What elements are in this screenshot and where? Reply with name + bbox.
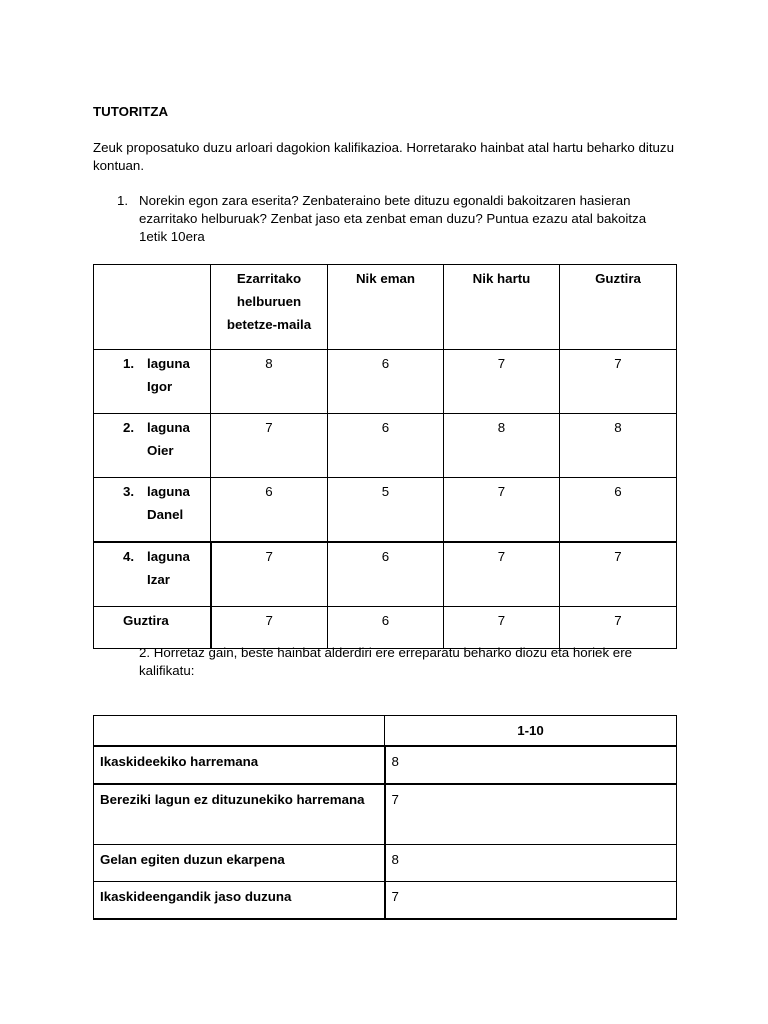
table-cell: 7 <box>444 542 560 607</box>
aspect-value: 8 <box>385 845 677 882</box>
intro-paragraph: Zeuk proposatuko duzu arloari dagokion kalifikazioa. Horretarako hainbat atal hartu beharko dituzu kontuan. <box>93 140 674 173</box>
aspect-value: 7 <box>385 784 677 845</box>
table-cell: 8 <box>444 414 560 478</box>
header-goals-line: Ezarritako <box>236 271 302 286</box>
table-row <box>94 882 677 920</box>
table-cell: 6 <box>328 542 444 607</box>
table-cell: 7 <box>211 414 328 478</box>
question-1 <box>117 192 673 246</box>
partner-name: Oier <box>147 443 174 458</box>
table-cell: 6 <box>328 414 444 478</box>
aspects-table-header <box>94 716 677 747</box>
table-cell: 7 <box>444 478 560 543</box>
header-empty-cell <box>94 716 385 747</box>
header-total: Guztira <box>560 265 677 350</box>
table-cell: 7 <box>211 542 328 607</box>
table-cell: 5 <box>328 478 444 543</box>
aspect-label: Bereziki lagun ez dituzunekiko harremana <box>94 784 385 845</box>
header-empty-cell <box>94 265 211 350</box>
table-row <box>94 350 677 414</box>
header-given: Nik eman <box>328 265 444 350</box>
partner-name: Danel <box>147 507 184 522</box>
aspect-value: 7 <box>385 882 677 920</box>
table-cell: 6 <box>328 350 444 414</box>
table-cell: 7 <box>560 542 677 607</box>
table-row <box>94 478 677 543</box>
table-cell: 7 <box>444 350 560 414</box>
table-cell: 8 <box>560 414 677 478</box>
table-row <box>94 746 677 784</box>
header-scale: 1-10 <box>385 716 677 747</box>
table-cell: 7 <box>560 607 677 649</box>
question-1-text: Norekin egon zara eserita? Zenbateraino bete dituzu egonaldi bakoitzaren hasieran ezarritako helburuak? Zenbat jaso eta zenbat eman duzu? Puntua ezazu atal bakoitza 1etik 10era <box>139 193 647 244</box>
row-label: 2. laguna Oier <box>94 414 211 478</box>
table-cell: 6 <box>211 478 328 543</box>
row-label: 3. laguna Danel <box>94 478 211 543</box>
header-goals <box>211 265 328 350</box>
aspects-table <box>93 715 677 920</box>
table-cell: 8 <box>211 350 328 414</box>
header-received: Nik hartu <box>444 265 560 350</box>
ratings-table <box>93 264 677 649</box>
question-1-number: 1. <box>117 193 129 208</box>
table-row <box>94 414 677 478</box>
table-row <box>94 845 677 882</box>
question-2: 2. Horretaz gain, beste hainbat alderdiri ere erreparatu beharko diozu eta horiek ere kalifikatu: <box>139 645 633 678</box>
table-cell: 7 <box>211 607 328 649</box>
table-cell: 6 <box>560 478 677 543</box>
partner-name: Izar <box>147 572 170 587</box>
row-label: 4. laguna Izar <box>94 542 211 607</box>
aspect-label: Ikaskideengandik jaso duzuna <box>94 882 385 920</box>
aspect-label: Ikaskideekiko harremana <box>94 746 385 784</box>
row-label: 1. laguna Igor <box>94 350 211 414</box>
table-cell: 7 <box>444 607 560 649</box>
partner-name: Igor <box>147 379 173 394</box>
table-cell: 7 <box>560 350 677 414</box>
page-title: TUTORITZA <box>93 104 169 119</box>
total-label: Guztira <box>94 607 211 649</box>
table-cell: 6 <box>328 607 444 649</box>
header-goals-line: helburuen <box>236 294 302 309</box>
header-goals-line: betetze-maila <box>226 317 312 332</box>
table-row <box>94 542 677 607</box>
aspect-label: Gelan egiten duzun ekarpena <box>94 845 385 882</box>
ratings-table-header <box>94 265 677 350</box>
table-row <box>94 784 677 845</box>
total-row <box>94 607 677 649</box>
aspect-value: 8 <box>385 746 677 784</box>
